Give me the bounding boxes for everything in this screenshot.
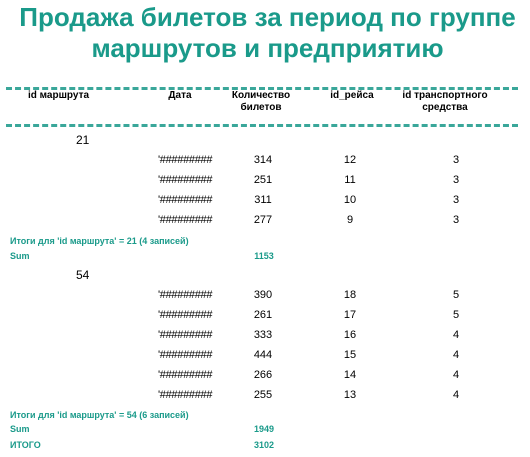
cell-date: '######### <box>158 349 213 361</box>
cell-trip-id: 15 <box>343 349 357 361</box>
cell-date: '######### <box>158 309 213 321</box>
cell-trip-id: 14 <box>343 369 357 381</box>
cell-trip-id: 10 <box>343 194 357 206</box>
table-row <box>0 389 530 407</box>
cell-ticket-count: 311 <box>254 194 272 206</box>
cell-trip-id: 17 <box>343 309 357 321</box>
cell-trip-id: 12 <box>343 154 357 166</box>
cell-ticket-count: 255 <box>253 389 273 401</box>
cell-vehicle-id: 4 <box>452 349 460 361</box>
cell-ticket-count: 314 <box>253 154 273 166</box>
sum-label: Sum <box>10 251 30 261</box>
cell-vehicle-id: 3 <box>452 194 460 206</box>
cell-vehicle-id: 4 <box>452 389 460 401</box>
table-row <box>0 194 530 212</box>
group-summary: Итоги для 'id маршрута' = 54 (6 записей) <box>10 410 189 420</box>
table-row <box>0 289 530 307</box>
sum-label: Sum <box>10 424 30 434</box>
cell-trip-id: 13 <box>343 389 357 401</box>
table-row <box>0 329 530 347</box>
cell-vehicle-id: 3 <box>452 174 460 186</box>
cell-vehicle-id: 5 <box>452 289 460 301</box>
table-row <box>0 214 530 232</box>
cell-ticket-count: 266 <box>253 369 273 381</box>
column-header-date: Дата <box>168 90 192 101</box>
cell-date: '######### <box>158 174 213 186</box>
cell-vehicle-id: 3 <box>452 154 460 166</box>
sum-value: 1153 <box>254 251 274 261</box>
cell-trip-id: 9 <box>346 214 354 226</box>
column-header-route-id: id маршрута <box>28 90 90 101</box>
column-header-vehicle-id: id транспортного средства <box>402 90 488 113</box>
table-row <box>0 309 530 327</box>
column-header-ticket-count: Количество билетов <box>231 90 291 113</box>
cell-ticket-count: 251 <box>253 174 273 186</box>
cell-ticket-count: 444 <box>253 349 273 361</box>
cell-ticket-count: 277 <box>253 214 273 226</box>
table-row <box>0 369 530 387</box>
cell-vehicle-id: 4 <box>452 329 460 341</box>
grand-total-label: ИТОГО <box>10 440 41 450</box>
cell-date: '######### <box>158 329 213 341</box>
cell-date: '######### <box>158 369 213 381</box>
header-bottom-divider <box>6 124 518 127</box>
cell-date: '######### <box>158 194 213 206</box>
cell-date: '######### <box>158 389 213 401</box>
cell-date: '######### <box>158 289 213 301</box>
cell-date: '######### <box>158 154 213 166</box>
column-header-trip-id: id_рейса <box>330 90 374 101</box>
cell-vehicle-id: 3 <box>452 214 460 226</box>
group-route-id: 54 <box>76 268 90 282</box>
cell-vehicle-id: 5 <box>452 309 460 321</box>
cell-date: '######### <box>158 214 213 226</box>
cell-ticket-count: 390 <box>253 289 273 301</box>
group-route-id: 21 <box>76 133 90 147</box>
table-row <box>0 174 530 192</box>
group-summary: Итоги для 'id маршрута' = 21 (4 записей) <box>10 236 189 246</box>
cell-trip-id: 18 <box>343 289 357 301</box>
table-row <box>0 154 530 172</box>
grand-total-value: 3102 <box>253 440 275 450</box>
cell-vehicle-id: 4 <box>452 369 460 381</box>
cell-trip-id: 11 <box>344 174 356 186</box>
report-title: Продажа билетов за период по группе маршрутов и предприятию <box>19 2 516 63</box>
cell-ticket-count: 261 <box>253 309 273 321</box>
sum-value: 1949 <box>253 424 275 434</box>
table-row <box>0 349 530 367</box>
cell-ticket-count: 333 <box>253 329 273 341</box>
cell-trip-id: 16 <box>343 329 357 341</box>
